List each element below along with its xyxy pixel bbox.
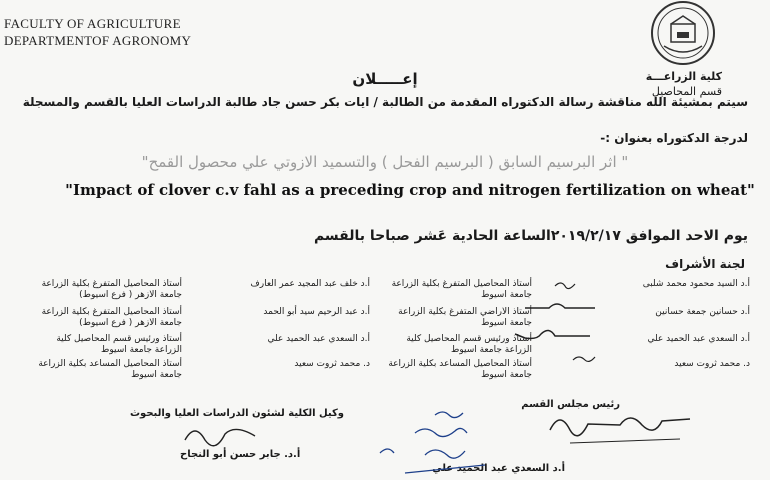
document-title: إعـــــلان	[352, 70, 418, 88]
department-ar: قسم المحاصيل	[651, 85, 722, 98]
examiner-name: د. محمد ثروت سعيد	[294, 359, 370, 369]
vice-dean-name: أ.د. جابر حسن أبو النجاح	[180, 449, 301, 460]
examiner-name: أ.د السعدي عبد الحميد علي	[267, 334, 370, 344]
supervisor-title: أستاذ المحاصيل المساعد بكلية الزراعة جامعة اسيوط	[388, 359, 532, 380]
thesis-title-ar: " اثر البرسيم السابق ( البرسيم الفحل ) والتسميد الازوتي علي محصول القمح"	[141, 153, 629, 171]
handwritten-note-icon	[375, 405, 515, 480]
examiner-title: أستاذ المحاصيل المساعد بكلية الزراعة جامعة اسيوط	[38, 359, 182, 380]
examiner-title: أستاذ المحاصيل المتفرغ بكلية الزراعة جامعة الازهر ( فرع اسيوط)	[41, 279, 182, 300]
committee-heading: لجنة الأشراف	[665, 257, 745, 271]
supervisor-title: أستاذ ورئيس قسم المحاصيل كلية الزراعة جامعة اسيوط	[406, 334, 532, 355]
vice-dean-label: وكيل الكلية لشئون الدراسات العليا والبحوث	[130, 408, 345, 419]
dept-head-label: رئيس مجلس القسم	[521, 399, 620, 410]
supervisor-title: أستاذ المحاصيل المتفرغ بكلية الزراعة جامعة اسيوط	[391, 279, 532, 300]
defense-datetime: يوم الاحد الموافق ٢٠١٩/٢/١٧الساعة الحادية عَشر صباحا بالقسم	[313, 228, 748, 244]
degree-line: لدرجة الدكتوراه بعنوان :-	[600, 131, 748, 145]
thesis-title-en: "Impact of clover c.v fahl as a preceding crop and nitrogen fertilization on wheat"	[65, 181, 755, 199]
supervisor-name: د. محمد ثروت سعيد	[674, 359, 750, 369]
supervisor-name: أ.د السيد محمود محمد شلبى	[642, 279, 750, 289]
examiner-name: أ.د خلف عبد المجيد عمر العارف	[250, 279, 370, 289]
supervisor-title: أستاذ الاراضي المتفرغ بكلية الزراعة جامعة اسيوط	[398, 307, 532, 328]
examiner-name: أ.د عبد الرحيم سيد أبو الحمد	[263, 307, 370, 317]
supervisor-name: أ.د حسانين جمعة حسانين	[655, 307, 750, 317]
supervisor-name: أ.د السعدي عبد الحميد علي	[647, 334, 750, 344]
examiner-title: أستاذ المحاصيل المتفرغ بكلية الزراعة جامعة الازهر ( فرع اسيوط)	[41, 307, 182, 328]
supervisor-signatures-icon	[455, 278, 605, 388]
department-en: DEPARTMENTOF AGRONOMY	[4, 33, 192, 48]
faculty-seal-icon	[650, 0, 716, 66]
vice-dean-signature-icon	[175, 412, 275, 452]
examiner-title: أستاذ ورئيس قسم المحاصيل كلية الزراعة جامعة اسيوط	[56, 334, 182, 355]
faculty-ar: كلية الزراعـــة	[645, 70, 722, 83]
announcement-text: سيتم بمشيئة الله مناقشة رسالة الدكتوراه المقدمة من الطالبة / ايات بكر حسن جاد طالبة الدراسات العليا بالقسم والمسجلة	[22, 95, 748, 109]
dept-head-name: أ.د السعدي عبد الحميد علي	[432, 463, 565, 474]
dept-head-signature-icon	[540, 405, 700, 455]
faculty-en: FACULTY OF AGRICULTURE	[4, 16, 181, 31]
